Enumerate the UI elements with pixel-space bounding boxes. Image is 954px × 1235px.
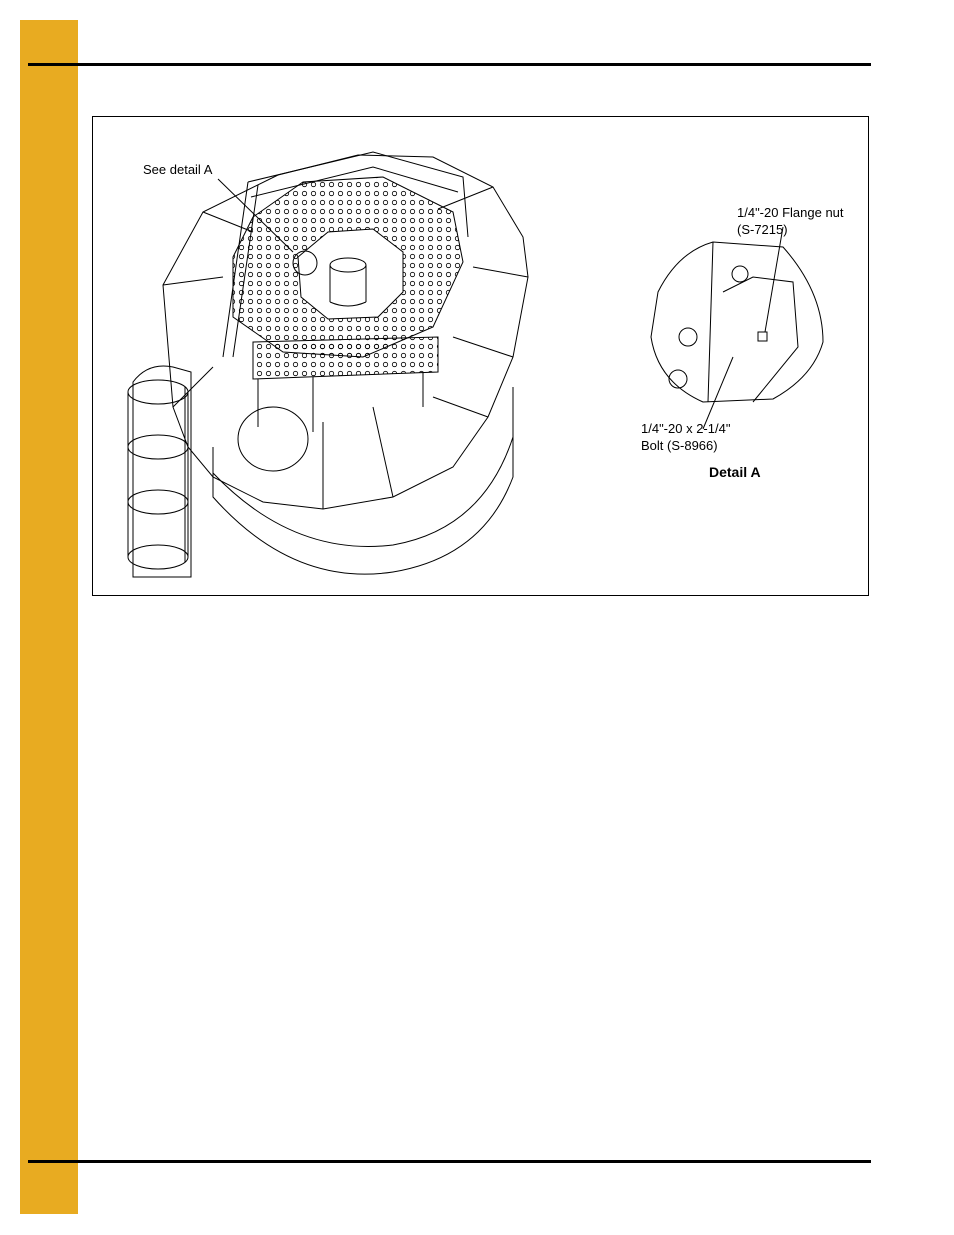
detail-a-title: Detail A (709, 464, 761, 480)
footer-rule (28, 1160, 871, 1163)
side-color-bar (20, 20, 78, 1214)
see-detail-callout: See detail A (143, 162, 213, 177)
bin-roof-drawing (93, 117, 870, 597)
flange-nut-label-line1: 1/4"-20 Flange nut (737, 205, 844, 220)
figure-frame (92, 116, 869, 596)
bolt-label-line1: 1/4"-20 x 2-1/4" (641, 421, 731, 436)
flange-nut-label-line2: (S-7215) (737, 222, 788, 237)
header-rule (28, 63, 871, 66)
bolt-label-line2: Bolt (S-8966) (641, 438, 718, 453)
